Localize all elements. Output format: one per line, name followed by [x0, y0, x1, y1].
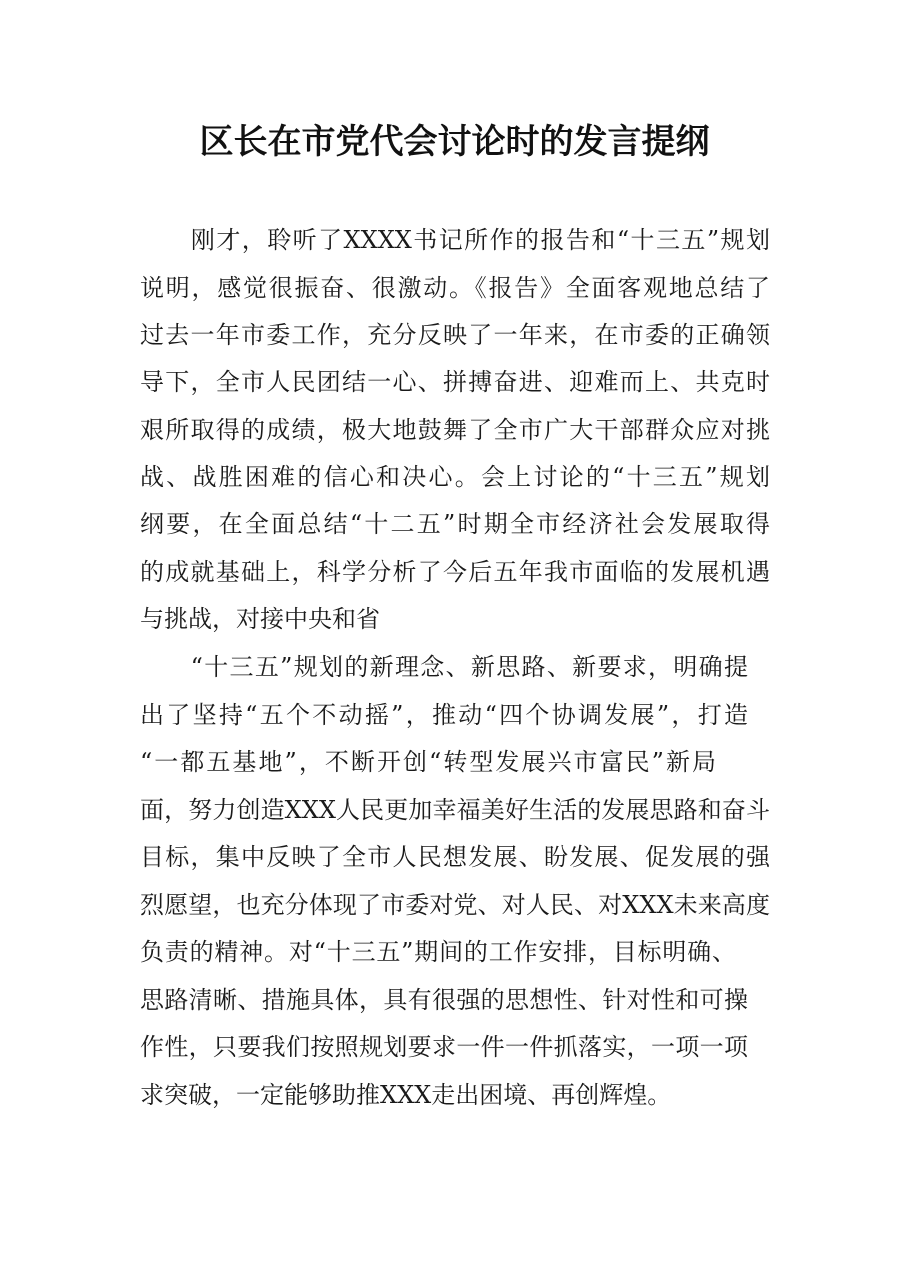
body-line: 与挑战，对接中央和省	[140, 605, 380, 633]
body-line: 思路清晰、措施具体，具有很强的思想性、针对性和可操	[140, 986, 748, 1014]
body-line: 目标，集中反映了全市人民想发展、盼发展、促发展的强	[140, 843, 770, 871]
body-line: 作性，只要我们按照规划要求一件一件抓落实，一项一项	[140, 1033, 748, 1061]
body-line: “一都五基地”，不断开创“转型发展兴市富民”新局	[140, 748, 716, 776]
body-line: 战、战胜困难的信心和决心。会上讨论的“十三五”规划	[140, 463, 770, 491]
body-line: 艰所取得的成绩，极大地鼓舞了全市广大干部群众应对挑	[140, 416, 770, 444]
body-line: 的成就基础上，科学分析了今后五年我市面临的发展机遇	[140, 558, 770, 586]
body-line: 求突破，一定能够助推XXX走出困境、再创辉煌。	[140, 1081, 672, 1109]
document-title: 区长在市党代会讨论时的发言提纲	[199, 122, 710, 162]
body-line: 导下，全市人民团结一心、拼搏奋进、迎难而上、共克时	[140, 368, 770, 396]
body-line: 出了坚持“五个不动摇”，推动“四个协调发展”，打造	[140, 701, 748, 729]
body-line: 烈愿望，也充分体现了市委对党、对人民、对XXX未来高度	[140, 891, 770, 919]
body-line: 过去一年市委工作，充分反映了一年来，在市委的正确领	[140, 321, 770, 349]
body-line: 说明，感觉很振奋、很激动。《报告》全面客观地总结了	[140, 274, 770, 302]
body-line: 纲要，在全面总结“十二五”时期全市经济社会发展取得	[140, 510, 770, 538]
body-line: 刚才，聆听了XXXX书记所作的报告和“十三五”规划	[140, 226, 770, 254]
body-line: “十三五”规划的新理念、新思路、新要求，明确提	[140, 653, 748, 681]
body-line: 面，努力创造XXX人民更加幸福美好生活的发展思路和奋斗	[140, 796, 770, 824]
body-line: 负责的精神。对“十三五”期间的工作安排，目标明确、	[140, 938, 736, 966]
